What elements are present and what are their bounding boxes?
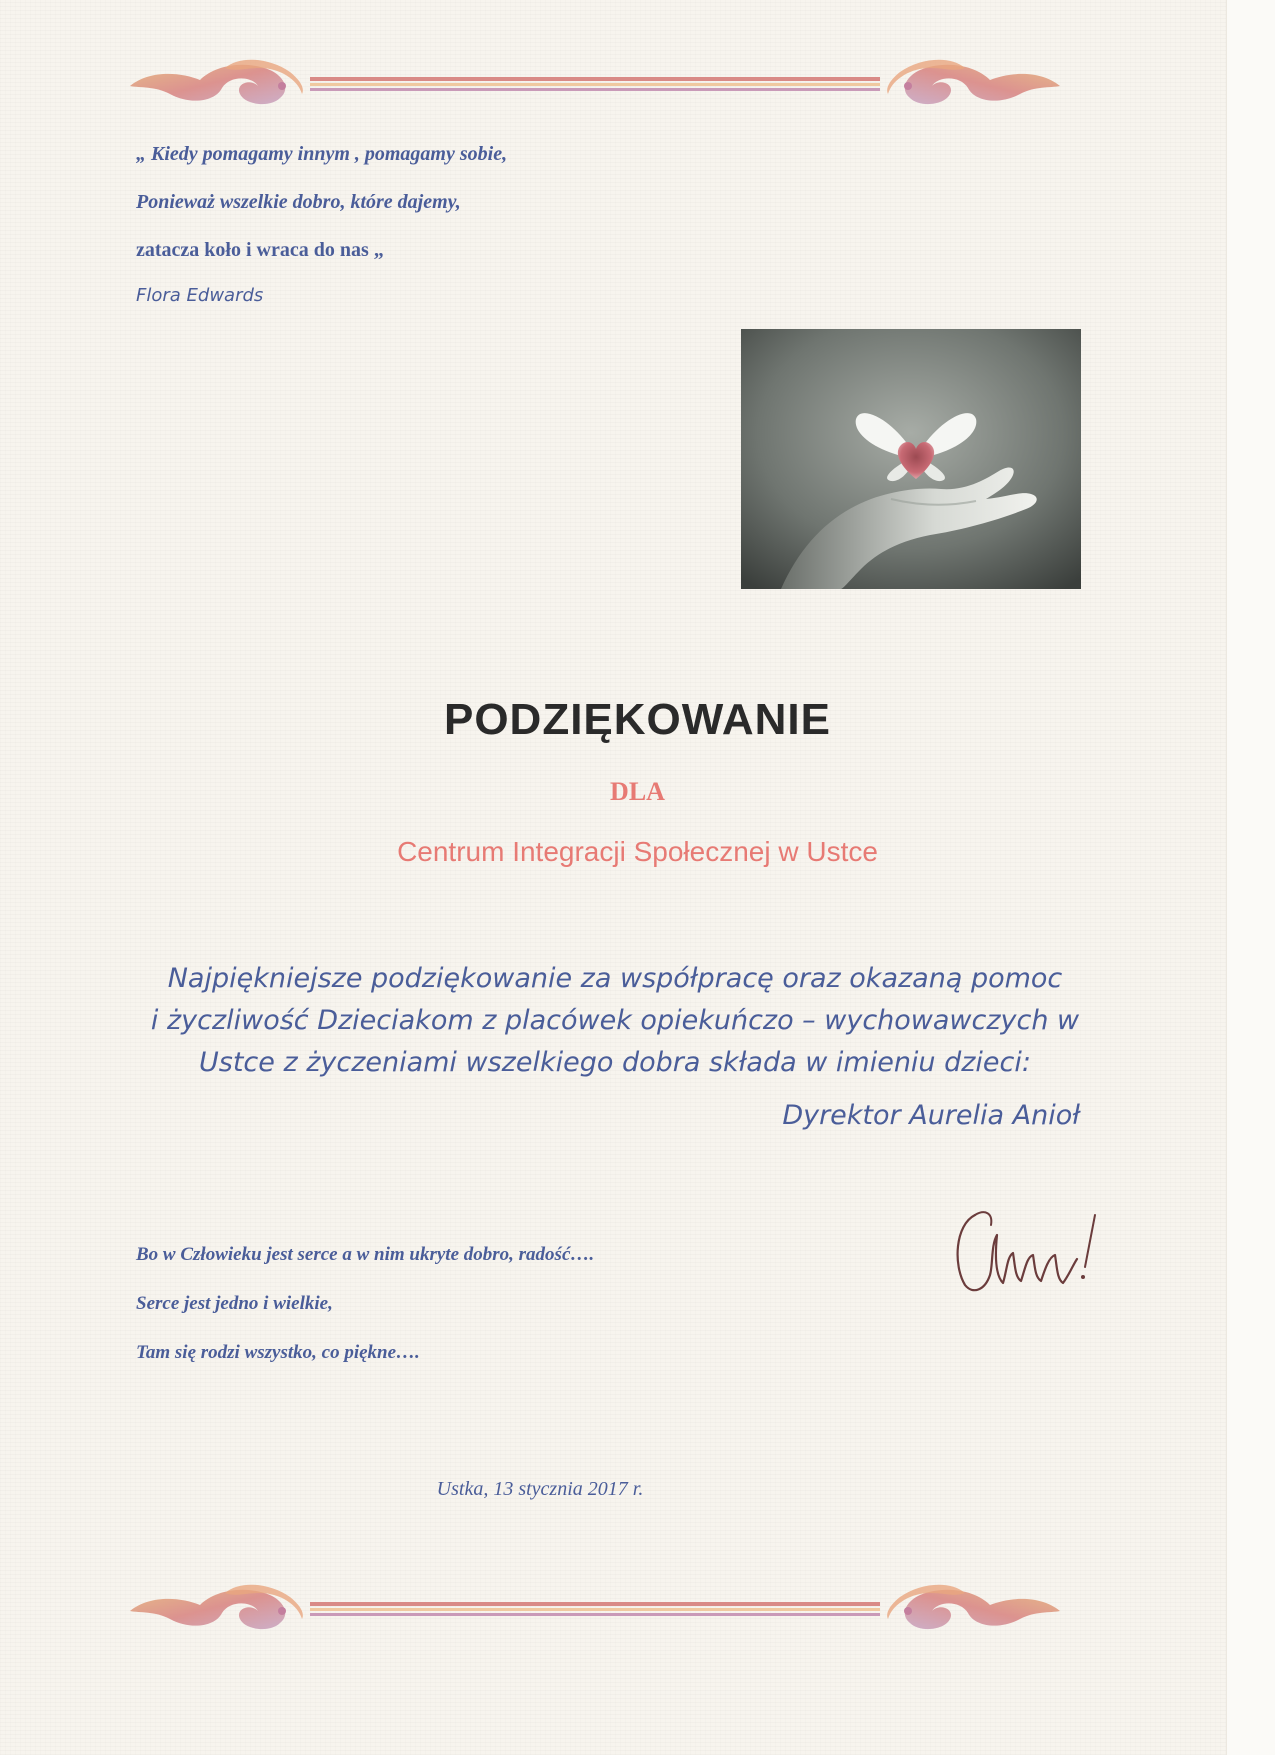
message-line: Ustce z życzeniami wszelkiego dobra składa w imieniu dzieci: — [198, 1047, 1031, 1078]
page-edge — [1226, 0, 1275, 1755]
quote-author: Flora Edwards — [136, 285, 264, 306]
poem-line: Serce jest jedno i wielkie, — [136, 1293, 333, 1314]
handwritten-signature — [945, 1195, 1115, 1305]
thank-you-message — [150, 958, 1080, 1084]
quote-line: zatacza koło i wraca do nas „ — [136, 239, 384, 261]
opening-quote — [136, 130, 736, 318]
quote-line: Ponieważ wszelkie dobro, które dajemy, — [136, 191, 461, 213]
hand-heart-butterfly-image — [741, 329, 1081, 589]
closing-poem — [136, 1230, 836, 1377]
place-and-date: Ustka, 13 stycznia 2017 r. — [436, 1478, 644, 1500]
message-line: i życzliwość Dzieciakom z placówek opiekuńczo – wychowawczych w — [150, 1005, 1080, 1036]
poem-line: Tam się rodzi wszystko, co piękne…. — [136, 1342, 420, 1363]
poem-line: Bo w Człowieku jest serce a w nim ukryte dobro, radość…. — [136, 1244, 595, 1265]
message-line: Najpiękniejsze podziękowanie za współpracę oraz okazaną pomoc — [167, 963, 1063, 994]
recipient-organization: Centrum Integracji Społecznej w Ustce — [397, 836, 878, 867]
quote-line: „ Kiedy pomagamy innym , pomagamy sobie, — [136, 143, 508, 165]
for-label: DLA — [610, 777, 665, 806]
top-ornament — [130, 50, 1060, 120]
signatory-name: Dyrektor Aurelia Anioł — [782, 1100, 1080, 1131]
certificate-title: PODZIĘKOWANIE — [443, 695, 832, 744]
bottom-ornament — [130, 1575, 1060, 1645]
